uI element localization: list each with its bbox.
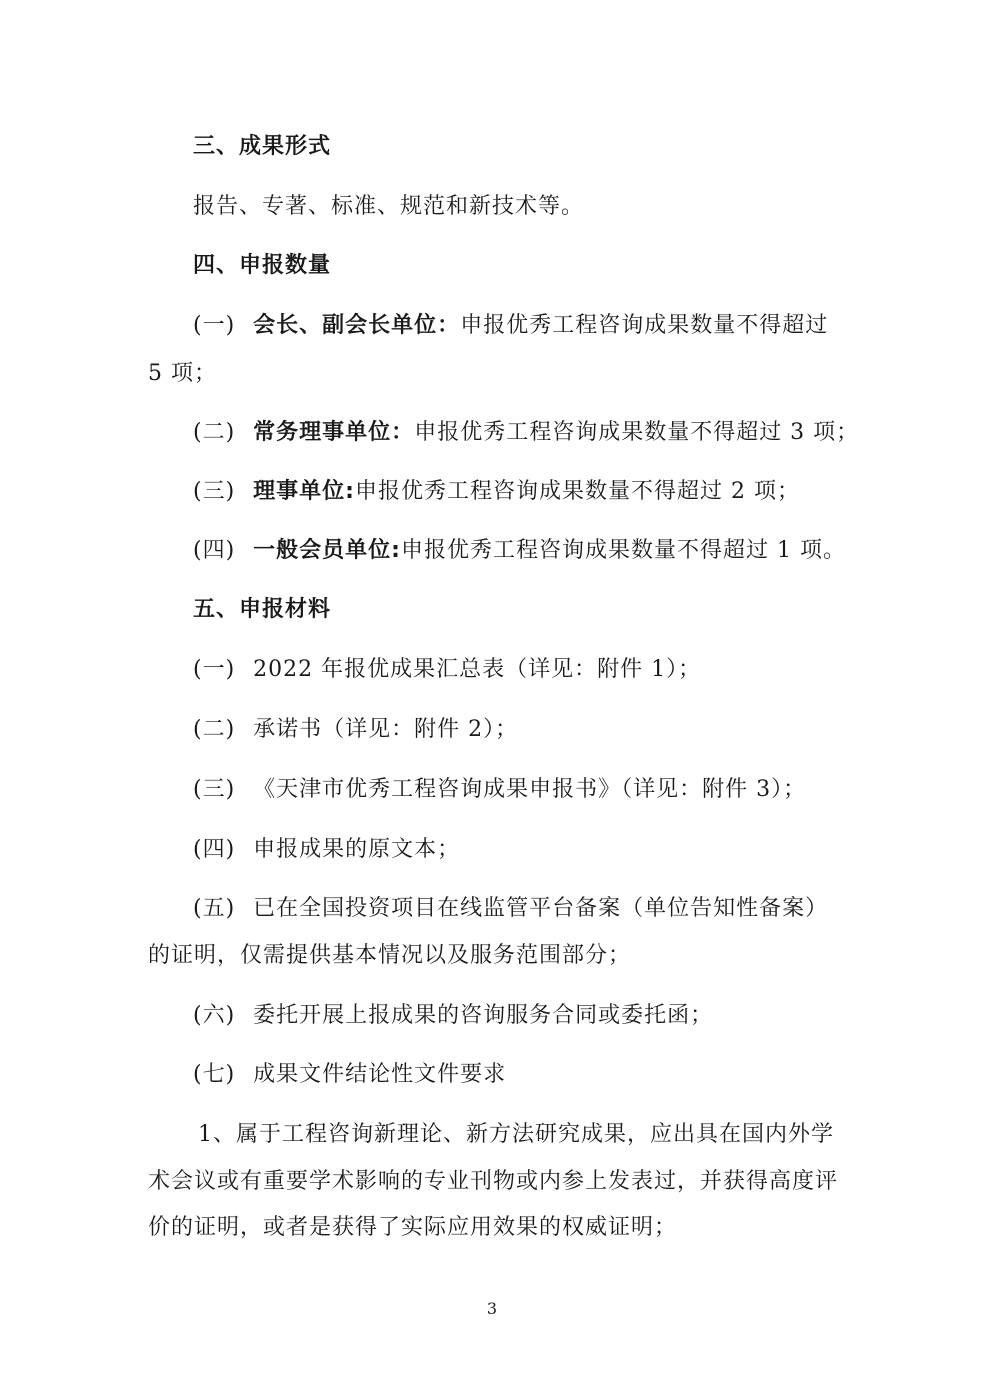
- s4-item-4: [193, 536, 893, 566]
- item-text: 承诺书（详见：附件 2）；: [253, 717, 519, 742]
- item-text: 成果文件结论性文件要求: [253, 1062, 507, 1087]
- item-text: 申报成果的原文本；: [253, 837, 461, 862]
- section-4-heading: 四、申报数量: [193, 253, 332, 278]
- s5-item-1: [193, 655, 893, 685]
- s5-item-4: [193, 835, 893, 865]
- s5-item-6: [193, 1001, 893, 1031]
- s5-item-3: [193, 775, 893, 805]
- para-line-1: 1、属于工程咨询新理论、新方法研究成果，应出具在国内外学: [198, 1122, 834, 1147]
- item-label: (七): [193, 1062, 236, 1087]
- item-bold: 一般会员单位:: [253, 538, 401, 563]
- item-text: 《天津市优秀工程咨询成果申报书》（详见：附件 3）；: [253, 777, 807, 802]
- item-text: 委托开展上报成果的咨询服务合同或委托函；: [253, 1003, 714, 1028]
- section-3-heading: 三、成果形式: [193, 134, 332, 159]
- item-label: (六): [193, 1003, 236, 1028]
- section-5-heading: 五、申报材料: [193, 597, 332, 622]
- s5-item-2: [193, 715, 893, 745]
- s5-item-7: [193, 1060, 893, 1090]
- item-text: 2022 年报优成果汇总表（详见：附件 1）；: [253, 657, 702, 682]
- s4-item-3: [193, 477, 893, 507]
- item-bold: 会长、副会长单位：: [253, 313, 461, 338]
- item-label: (一): [193, 657, 236, 682]
- s4-item-1-cont: 5 项；: [148, 361, 217, 386]
- item-label: (五): [193, 896, 236, 921]
- para-line-2: 术会议或有重要学术影响的专业刊物或内参上发表过，并获得高度评: [148, 1169, 839, 1194]
- item-label: (二): [193, 717, 236, 742]
- item-text: 已在全国投资项目在线监管平台备案（单位告知性备案）: [253, 896, 829, 921]
- item-label: (四): [193, 837, 236, 862]
- s5-item-5: [193, 894, 893, 924]
- para-line-3: 价的证明，或者是获得了实际应用效果的权威证明；: [148, 1215, 678, 1240]
- s4-item-2: [193, 418, 893, 448]
- item-label: (四): [193, 538, 236, 563]
- item-label: (二): [193, 420, 236, 445]
- item-bold: 理事单位:: [253, 479, 355, 504]
- item-label: (三): [193, 777, 236, 802]
- page-number: 3: [486, 1299, 498, 1318]
- item-text: 申报优秀工程咨询成果数量不得超过 1 项。: [400, 538, 846, 563]
- s5-item-5-cont: 的证明，仅需提供基本情况以及服务范围部分；: [148, 943, 632, 968]
- item-label: (三): [193, 479, 236, 504]
- s4-item-1: [193, 311, 893, 341]
- item-text: 申报优秀工程咨询成果数量不得超过 3 项；: [414, 420, 860, 445]
- item-label: (一): [193, 313, 236, 338]
- item-bold: 常务理事单位：: [253, 420, 415, 445]
- section-3-text: 报告、专著、标准、规范和新技术等。: [193, 194, 585, 219]
- item-text: 申报优秀工程咨询成果数量不得超过: [460, 313, 829, 338]
- item-text: 申报优秀工程咨询成果数量不得超过 2 项；: [354, 479, 800, 504]
